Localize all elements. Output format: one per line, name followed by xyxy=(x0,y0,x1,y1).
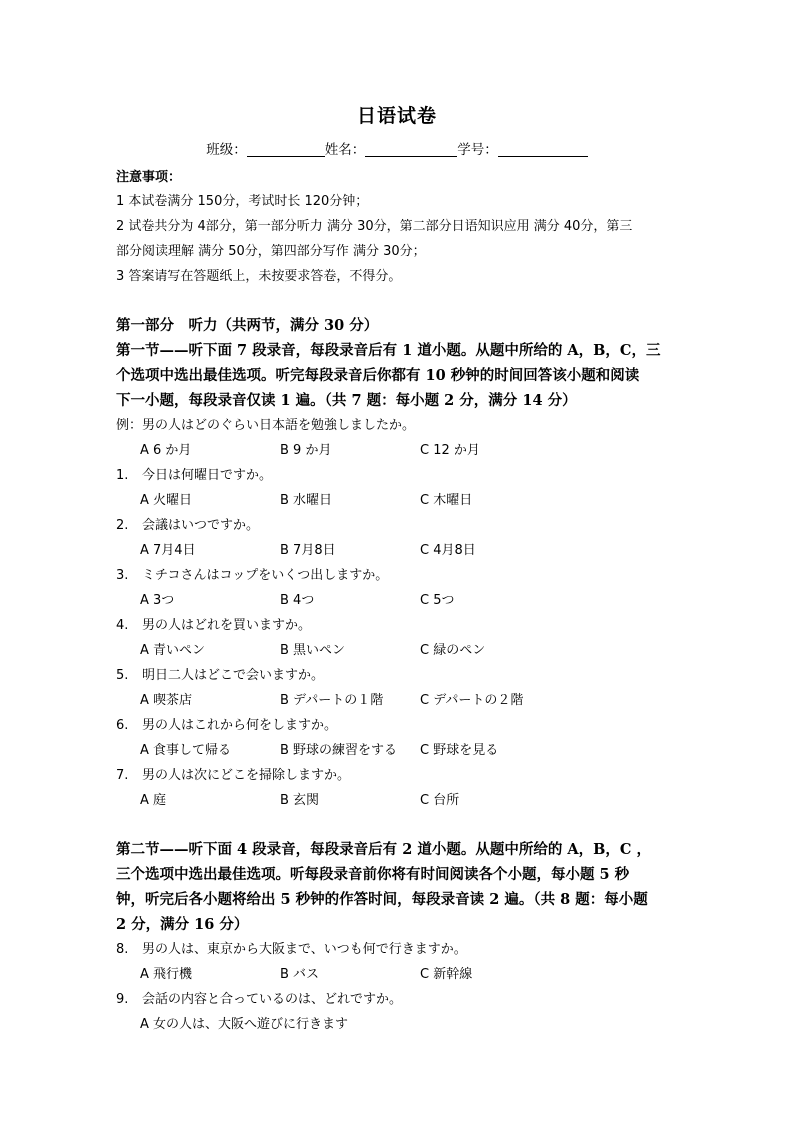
option-c: C 5つ xyxy=(420,593,455,608)
section2-instructions: 2 分，满分 16 分） xyxy=(116,916,249,933)
question-8: 8. 男の人は、東京から大阪まで、いつも何で行きますか。 xyxy=(116,942,467,957)
name-label: 姓名： xyxy=(324,142,366,158)
option-c: C 新幹線 xyxy=(420,967,473,982)
question-6: 6. 男の人はこれから何をしますか。 xyxy=(116,718,338,733)
option-b: B 7月8日 xyxy=(280,543,336,558)
option-a: A 7月4日 xyxy=(140,543,196,558)
section2-instructions: 三个选项中选出最佳选项。听每段录音前你将有时间阅读各个小题，每小题 5 秒 xyxy=(116,866,630,883)
class-blank[interactable] xyxy=(247,142,325,157)
question-1: 1. 今日は何曜日ですか。 xyxy=(116,468,273,483)
option-a: A 食事して帰る xyxy=(140,743,232,758)
option-a: A 火曜日 xyxy=(140,493,193,508)
page-title: 日语试卷 xyxy=(356,105,437,127)
option-b: B バス xyxy=(280,967,320,982)
id-label: 学号： xyxy=(457,142,498,158)
section1-instructions: 第一节——听下面 7 段录音，每段录音后有 1 道小题。从题中所给的 A，B，C，三 xyxy=(116,342,661,359)
section2-instructions: 第二节——听下面 4 段录音，每段录音后有 2 道小题。从题中所给的 A，B，C ， xyxy=(116,841,652,858)
option-c: C 台所 xyxy=(420,793,460,808)
option-b: B 野球の練習をする xyxy=(280,743,398,758)
notice-item-1: 1 本试卷满分 150分，考试时长 120分钟； xyxy=(116,194,369,209)
example-question: 例：男の人はどのぐらい日本語を勉強しましたか。 xyxy=(116,418,416,433)
notice-item-3: 3 答案请写在答题纸上，未按要求答卷，不得分。 xyxy=(116,269,402,284)
option-a: A 庭 xyxy=(140,793,167,808)
option-b: B 黒いペン xyxy=(280,643,346,658)
option-c: C 木曜日 xyxy=(420,493,473,508)
question-3: 3. ミチコさんはコップをいくつ出しますか。 xyxy=(116,568,389,583)
option-a: A 青いペン xyxy=(140,643,206,658)
option-c: C 緑のペン xyxy=(420,643,486,658)
name-blank[interactable] xyxy=(365,142,457,157)
option-b: B 4つ xyxy=(280,593,315,608)
option-c: C 4月8日 xyxy=(420,543,476,558)
notice-heading: 注意事项： xyxy=(116,170,182,185)
section1-instructions: 下一小题，每段录音仅读 1 遍。（共 7 题：每小题 2 分，满分 14 分） xyxy=(116,392,577,409)
notice-item-2-cont: 部分阅读理解 满分 50分，第四部分写作 满分 30分； xyxy=(116,244,426,259)
option-a: A 女の人は、大阪へ遊びに行きます xyxy=(140,1017,349,1032)
question-4: 4. 男の人はどれを買いますか。 xyxy=(116,618,312,633)
question-5: 5. 明日二人はどこで会いますか。 xyxy=(116,668,325,683)
id-blank[interactable] xyxy=(498,142,588,157)
option-b: B 水曜日 xyxy=(280,493,333,508)
student-info-line xyxy=(0,138,794,158)
option-b: B デパートの１階 xyxy=(280,693,384,708)
part1-heading: 第一部分 听力（共两节，满分 30 分） xyxy=(116,317,379,334)
section1-instructions: 个选项中选出最佳选项。听完每段录音后你都有 10 秒钟的时间回答该小题和阅读 xyxy=(116,367,640,384)
option-c: C 野球を見る xyxy=(420,743,499,758)
class-label: 班级： xyxy=(206,142,247,158)
option-b: B 9 か月 xyxy=(280,443,332,458)
option-a: A 3つ xyxy=(140,593,175,608)
section2-instructions: 钟，听完后各小题将给出 5 秒钟的作答时间，每段录音读 2 遍。（共 8 题：每小题 xyxy=(116,891,648,908)
question-2: 2. 会議はいつですか。 xyxy=(116,518,260,533)
option-a: A 6 か月 xyxy=(140,443,192,458)
option-c: C デパートの２階 xyxy=(420,693,524,708)
question-7: 7. 男の人は次にどこを掃除しますか。 xyxy=(116,768,351,783)
option-a: A 喫茶店 xyxy=(140,693,193,708)
option-a: A 飛行機 xyxy=(140,967,193,982)
option-b: B 玄関 xyxy=(280,793,320,808)
option-c: C 12 か月 xyxy=(420,443,480,458)
notice-item-2: 2 试卷共分为 4部分，第一部分听力 满分 30分，第二部分日语知识应用 满分 40分，第三 xyxy=(116,219,633,234)
question-9: 9. 会話の内容と合っているのは、どれですか。 xyxy=(116,992,403,1007)
